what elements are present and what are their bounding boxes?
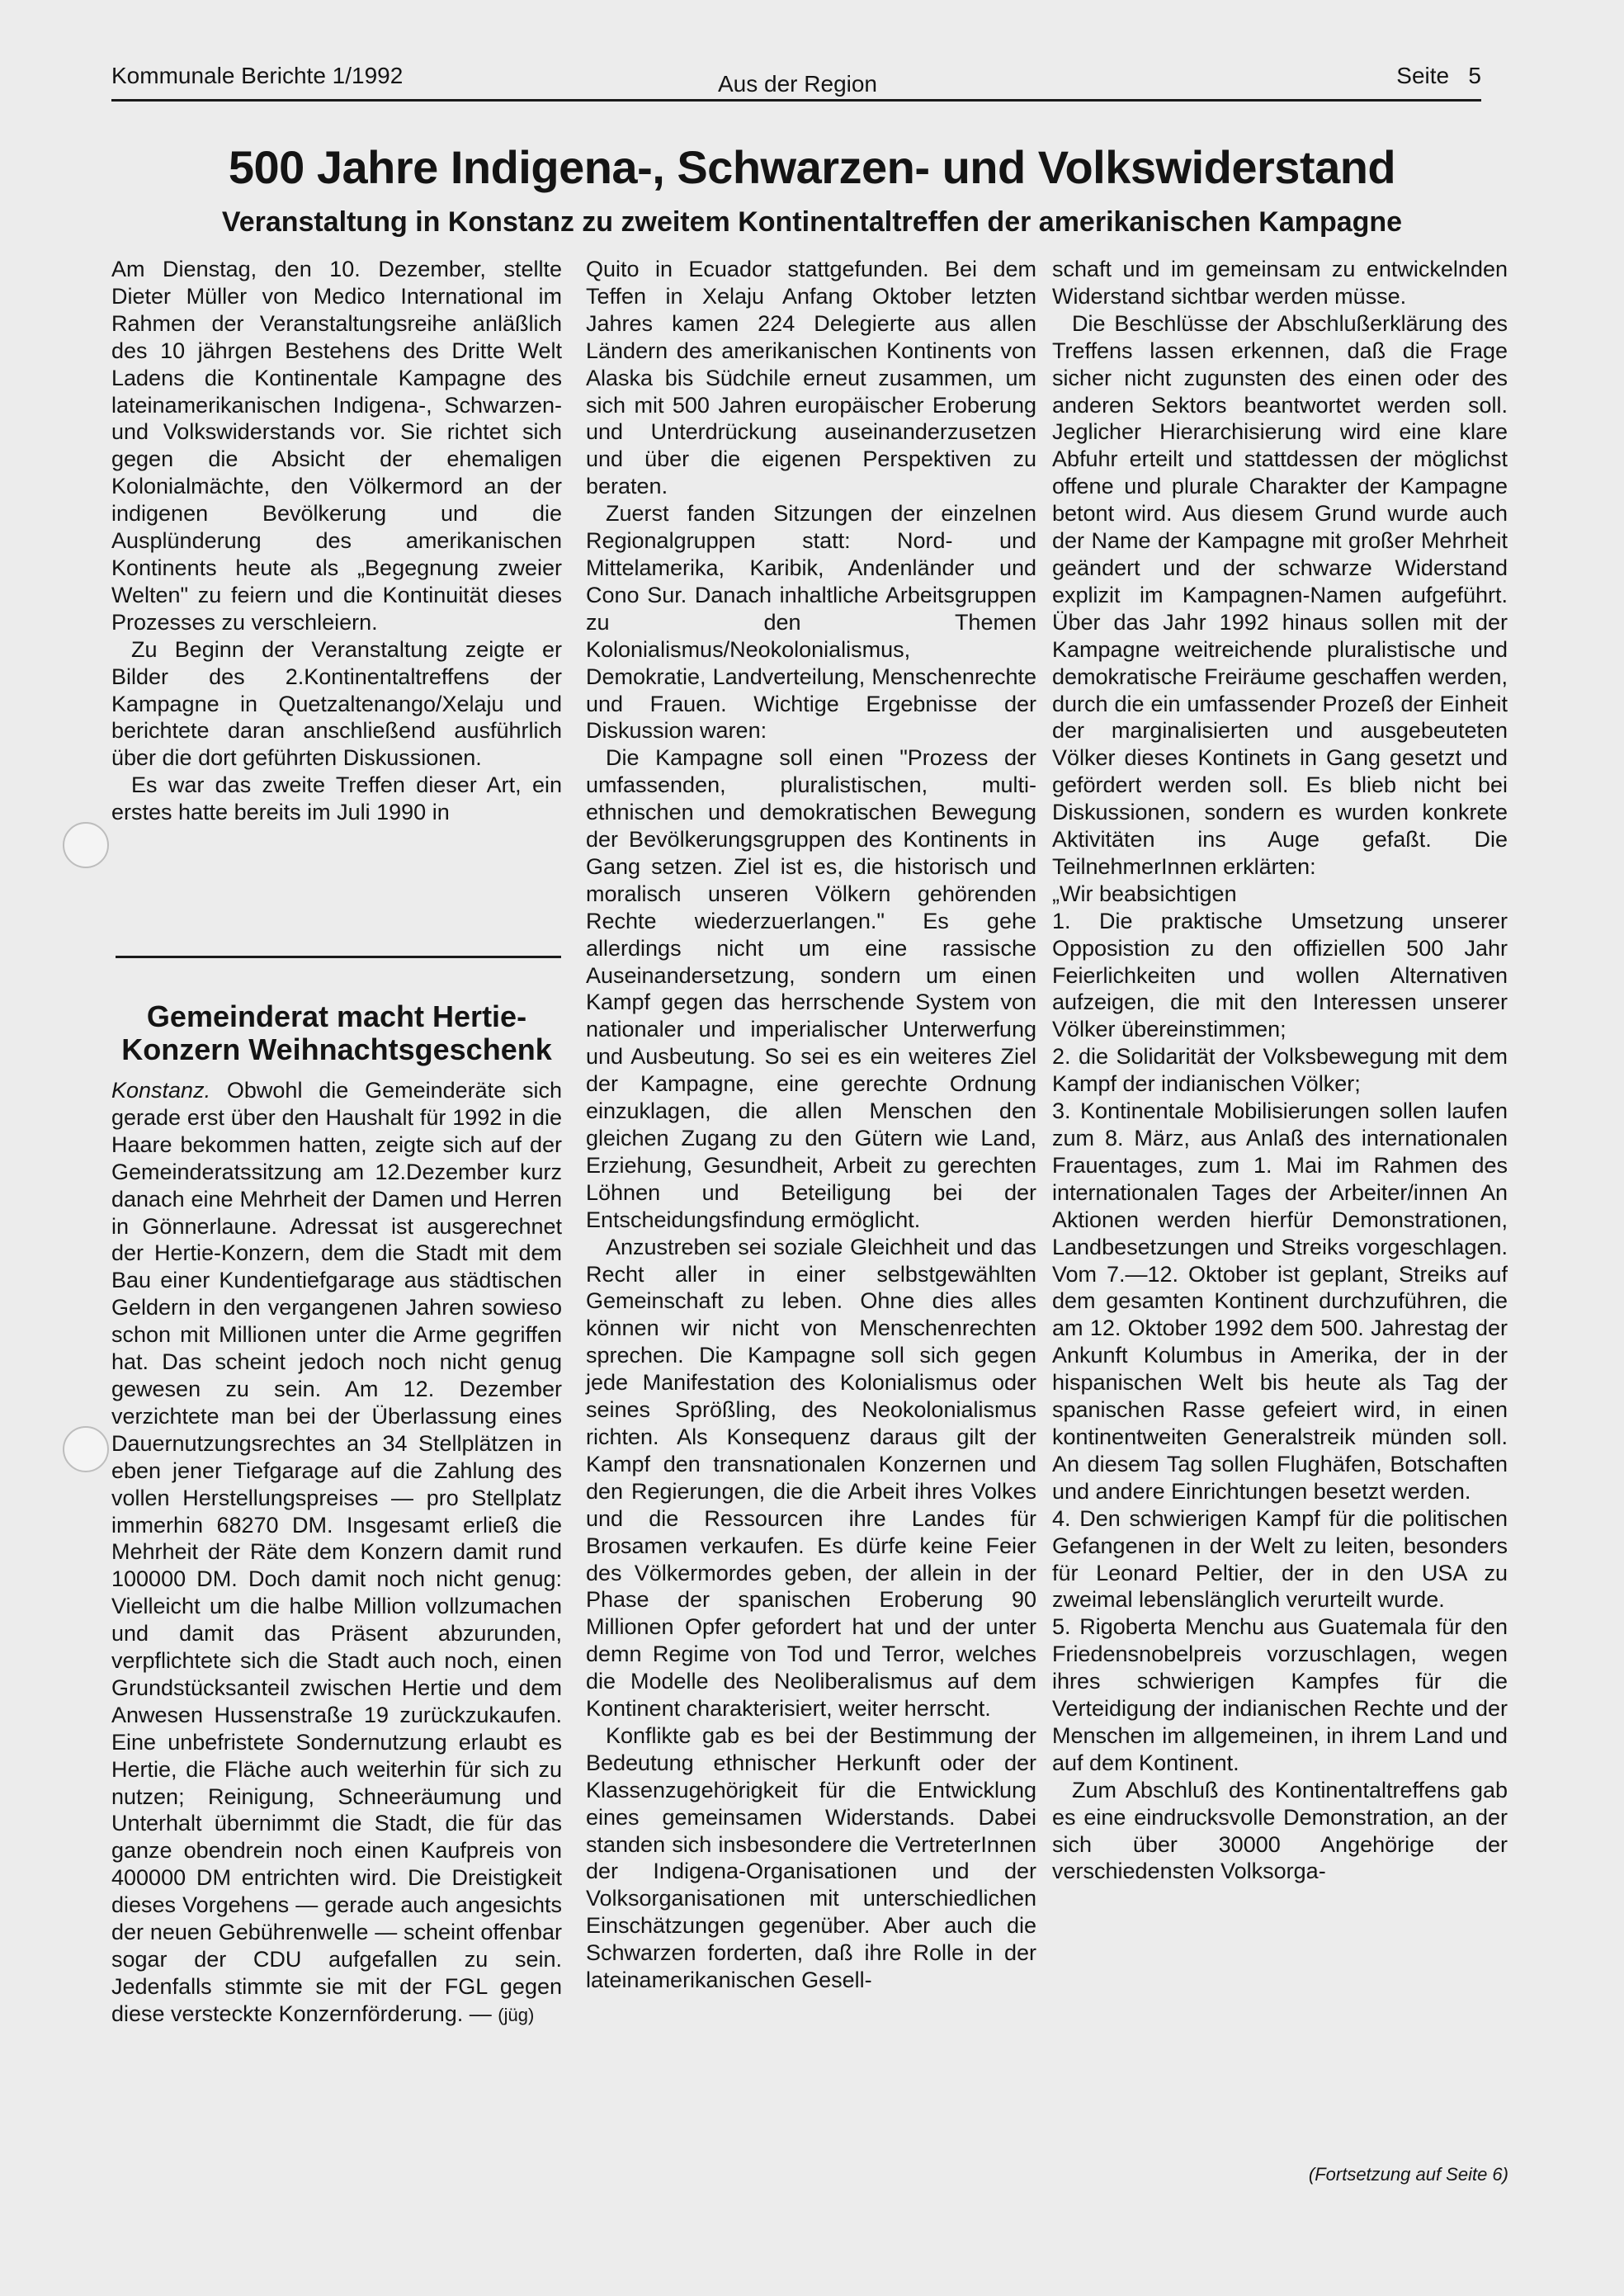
section-name: Aus der Region (718, 71, 878, 97)
paragraph: Zum Abschluß des Kontinentaltreffens gab es eine eindrucksvolle Demonstration, an der sich über 30000 Angehörige der verschiedensten Volksorga- (1052, 1777, 1508, 1884)
paragraph: schaft und im gemeinsam zu entwickelnden Widerstand sichtbar werden müsse. (1052, 257, 1508, 309)
main-article-column-1 (111, 256, 562, 826)
paragraph: Zuerst fanden Sitzungen der einzelnen Regionalgruppen statt: Nord- und Mittelamerika, Karibik, Andenländer und Cono Sur. Danach inhaltliche Arbeitsgruppen zu den Themen Kolonialismus/Neokolonialismus, Demokratie, Landverteilung, Menschenrechte und Frauen. Wichtige Ergebnisse der Diskussion waren: (586, 501, 1036, 744)
header-rule (111, 99, 1481, 102)
publication-name: Kommunale Berichte 1/1992 (111, 63, 404, 88)
list-item: 5. Rigoberta Menchu aus Guatemala für den Friedensnobelpreis vorzuschlagen, wegen ihres schwierigen Kampfes für die Verteidigung der indianischen Rechte und der Menschen im allgemeinen, in ihrem Land und auf dem Kontinent. (1052, 1614, 1508, 1775)
paragraph: Am Dienstag, den 10. Dezember, stellte Dieter Müller von Medico International im Rahmen der Veranstaltungsreihe anläßlich des 10 jährgen Bestehens des Dritte Welt Ladens die Kontinentale Kampagne des lateinamerikanischen Indigena-, Schwarzen- und Volkswiderstands vor. Sie richtet sich gegen die Absicht der ehemaligen Kolonialmächte, den Völkermord an der indigenen Bevölkerung und die Ausplünderung des amerikanischen Kontinents heute als „Begegnung zweier Welten" zu feiern und die Kontinuität dieses Prozesses zu verschleiern. (111, 257, 562, 635)
article-headline: 500 Jahre Indigena-, Schwarzen- und Volkswiderstand (228, 141, 1396, 193)
page-number: Seite 5 (1396, 63, 1481, 88)
side-article-text: Obwohl die Gemeinderäte sich gerade erst über den Haushalt für 1992 in die Haare bekommen hatten, zeigte sich auf der Gemeinderatssitzung am 12.Dezember kurz danach eine Mehrheit der Damen und Herren in Gönnerlaune. Adressat ist ausgerechnet der Hertie-Konzern, dem die Stadt mit dem Bau einer Kundentiefgarage aus städtischen Geldern in den vergangenen Jahren sowieso schon mit Millionen unter die Arme gegriffen hat. Das scheint jedoch noch nicht genug gewesen zu sein. Am 12. Dezember verzichtete man bei der Überlassung eines Dauernutzungsrechtes an 34 Stellplätzen in eben jener Tiefgarage auf die Zahlung des vollen Herstellungspreises — pro Stellplatz immerhin 68270 DM. Insgesamt erließ die Mehrheit der Räte dem Konzern damit rund 100000 DM. Doch damit noch nicht genug: Vielleicht um die halbe Million vollzumachen und damit das Präsent abzurunden, verpflichtete sich die Stadt auch noch, einen Grundstücksanteil zwischen Hertie und dem Anwesen Hussenstraße 19 zurückzukaufen. Eine unbefristete Sondernutzung erlaubt es Hertie, die Fläche auch weiterhin für sich zu nutzen; Reinigung, Schneeräumung und Unterhalt übernimmt die Stadt, die für das ganze obendrein noch einen Kaufpreis von 400000 DM entrichten wird. Die Dreistigkeit dieses Vorgehens — gerade auch angesichts der neuen Gebührenwelle — scheint offenbar sogar der CDU aufgefallen zu sein. Jedenfalls stimmte sie mit der FGL gegen diese versteckte Konzernförderung. — (111, 1078, 562, 2026)
paragraph: Zu Beginn der Veranstaltung zeigte er Bilder des 2.Kontinentaltreffens der Kampagne in Quetzaltenango/Xelaju und berichtete daran anschließend ausführlich über die dort geführten Diskussionen. (111, 636, 562, 771)
paragraph: „Wir beabsichtigen (1052, 881, 1237, 906)
paragraph: Die Kampagne soll einen "Prozess der umfassenden, pluralistischen, multi-ethnischen und demokratischen Bewegung der Bevölkerungsgruppen des Kontinents in Gang setzen. Ziel ist es, die historisch und moralisch unseren Völkern gehörenden Rechte wiederzuerlangen." Es gehe allerdings nicht um eine rassische Auseinandersetzung, sondern um einen Kampf gegen das herrschende System von nationaler und imperialischer Unterwerfung und Ausbeutung. So sei es ein weiteres Ziel der Kampagne, eine gerechte Ordnung einzuklagen, die allen Menschen den gleichen Zugang zu den Gütern wie Land, Erziehung, Gesundheit, Arbeit zu gerechten Löhnen und Beteiligung bei der Entscheidungsfindung ermöglicht. (586, 745, 1036, 1232)
paragraph: Konflikte gab es bei der Bestimmung der Bedeutung ethnischer Herkunft oder der Klassenzugehörigkeit für die Entwicklung eines gemeinsamen Widerstands. Dabei standen sich insbesondere die VertreterInnen der Indigena-Organisationen und der Volksorganisationen mit unterschiedlichen Einschätzungen gegenüber. Aber auch die Schwarzen forderten, daß ihre Rolle in der lateinamerikanischen Gesell- (586, 1722, 1036, 1993)
punch-hole (63, 822, 109, 868)
list-item: 4. Den schwierigen Kampf für die politischen Gefangenen in der Welt zu leiten, besonders für Leonard Peltier, der in den USA zu zweimal lebenslänglich verurteilt wurde. (1052, 1505, 1508, 1613)
side-article-body (111, 1077, 562, 2029)
continuation-note: (Fortsetzung auf Seite 6) (1308, 2164, 1508, 2185)
main-article-column-2 (586, 256, 1036, 1994)
paragraph: Anzustreben sei soziale Gleichheit und das Recht aller in einer selbstgewählten Gemeinschaft zu leben. Ohne dies alles können wir nicht von Menschenrechten sprechen. Die Kampagne soll sich gegen jede Manifestation des Kolonialismus oder seines Sprößling, des Neokolonialismus richten. Als Konsequenz daraus gilt der Kampf den transnationalen Konzernen und den Regierungen, die die Arbeit ihres Volkes und die Ressourcen ihre Landes für Brosamen verkaufen. Es dürfe keine Feier des Völkermordes geben, der allein in der Phase der spanischen Eroberung 90 Millionen Opfer gefordert hat und der unter demn Regime von Tod und Terror, welches die Modelle des Neoliberalismus auf dem Kontinent charakterisiert, weiter herrscht. (586, 1234, 1036, 1722)
paragraph: Es war das zweite Treffen dieser Art, ein erstes hatte bereits im Juli 1990 in (111, 772, 562, 825)
paragraph: Die Beschlüsse der Abschlußerklärung des Treffens lassen erkennen, daß die Frage sicher nicht zugunsten des einen oder des anderen Sektors beantwortet werden soll. Jeglicher Hierarchisierung wird eine klare Abfuhr erteilt und stattdessen der möglichst offene und plurale Charakter der Kampagne betont wird. Aus diesem Grund wurde auch der Name der Kampagne mit großer Mehrheit geändert und der schwarze Widerstand explizit im Kampagnen-Namen aufgeführt. Über das Jahr 1992 hinaus sollen mit der Kampagne weitreichende pluralistische und demokratische Freiräume geschaffen werden, durch die ein umfassender Prozeß der Einheit der marginalisierten und ausgebeuteten Völker dieses Kontinets in Gang gesetzt und gefördert werden soll. Es blieb nicht bei Diskussionen, sondern es wurden konkrete Aktivitäten ins Auge gefaßt. Die TeilnehmerInnen erklärten: (1052, 310, 1508, 879)
list-item: 2. die Solidarität der Volksbewegung mit dem Kampf der indianischen Völker; (1052, 1044, 1508, 1097)
paragraph: Quito in Ecuador stattgefunden. Bei dem Teffen in Xelaju Anfang Oktober letzten Jahres kamen 224 Delegierte aus allen Ländern des amerikanischen Kontinents von Alaska bis Südchile erneut zusammen, um sich mit 500 Jahren europäischer Eroberung und Unterdrückung auseinanderzusetzen und über die eigenen Perspektiven zu beraten. (586, 257, 1036, 499)
list-item: 1. Die praktische Umsetzung unserer Opposistion zu den offiziellen 500 Jahr Feierlichkeiten und wollen Alternativen aufzeigen, die mit den Interessen unserer Völker übereinstimmen; (1052, 908, 1508, 1042)
punch-hole (63, 1426, 109, 1472)
dateline: Konstanz. (111, 1078, 211, 1103)
side-article-title: Gemeinderat macht Hertie-Konzern Weihnachtsgeschenk (121, 999, 552, 1066)
list-item: 3. Kontinentale Mobilisierungen sollen laufen zum 8. März, aus Anlaß des internationalen Frauentages, zum 1. Mai im Rahmen des internationalen Tages der Arbeiter/innen An Aktionen werden hierfür Demonstrationen, Landbesetzungen und Streiks vorgeschlagen. Vom 7.—12. Oktober ist geplant, Streiks auf dem gesamten Kontinent durchzuführen, die am 12. Oktober 1992 dem 500. Jahrestag der Ankunft Kolumbus in Amerika, der in der hispanischen Welt bis heute als Tag der spanischen Rasse gefeiert wird, in einen kontinentweiten Generalstreik münden soll. An diesem Tag sollen Flughäfen, Botschaften und andere Einrichtungen besetzt werden. (1052, 1098, 1508, 1504)
author-initials: (jüg) (498, 2004, 535, 2025)
main-article-column-3 (1052, 256, 1508, 1885)
paragraph (111, 1077, 562, 2029)
running-head (111, 63, 1481, 96)
article-divider (116, 956, 561, 958)
article-subheadline: Veranstaltung in Konstanz zu zweitem Kontinentaltreffen der amerikanischen Kampagne (221, 206, 1403, 238)
